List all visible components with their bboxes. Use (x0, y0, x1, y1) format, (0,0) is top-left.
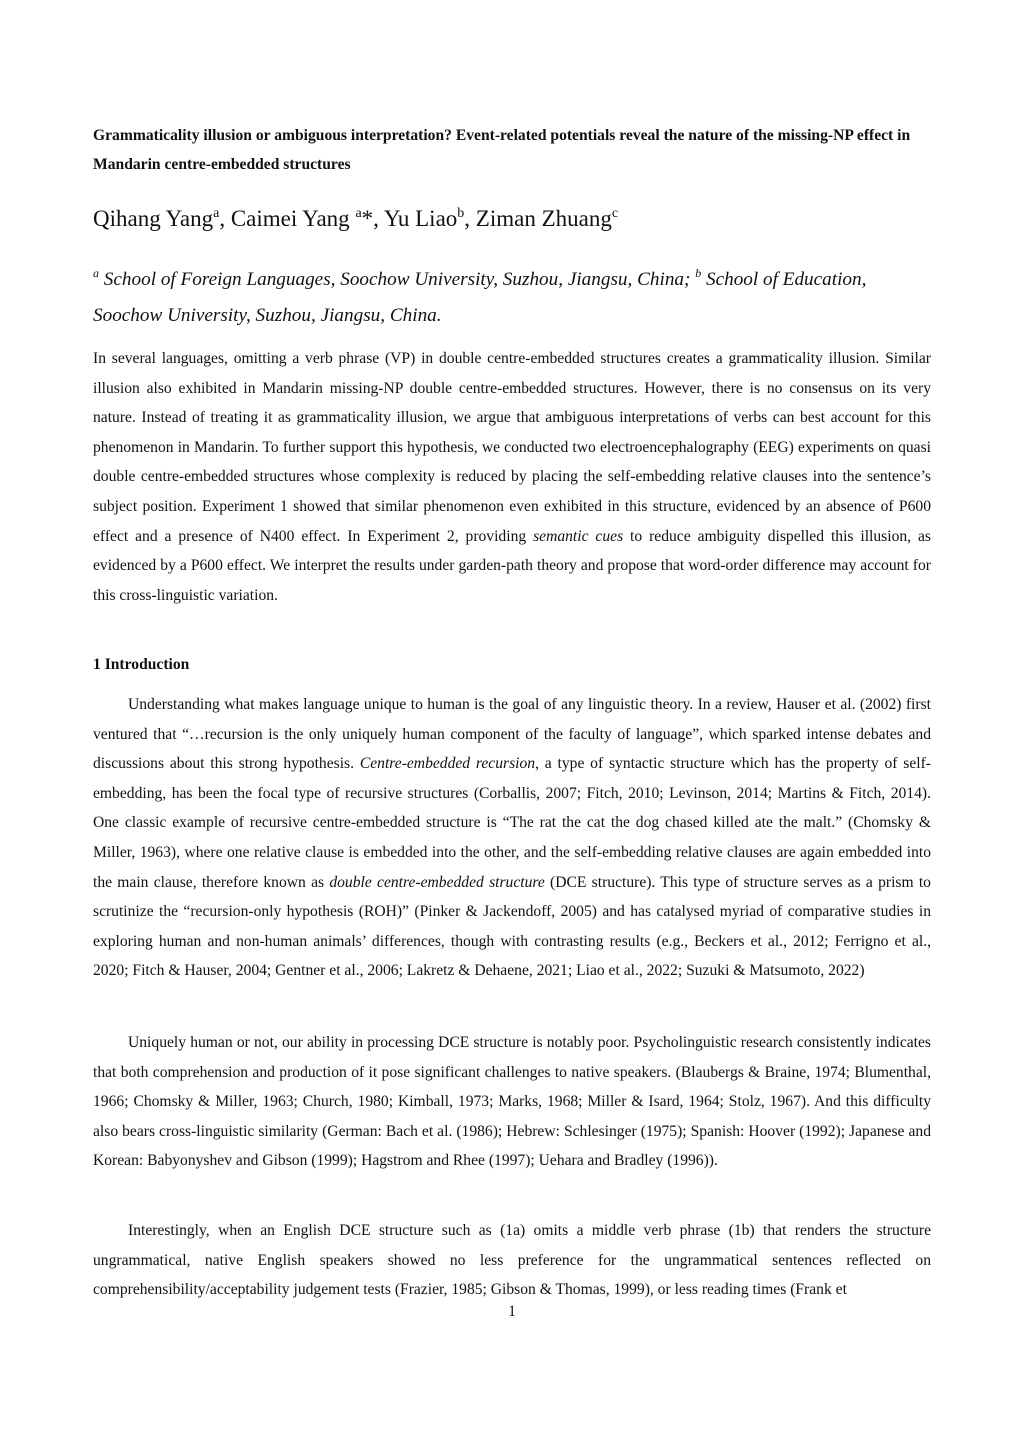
author-affil-mark: b (457, 206, 465, 221)
author-affil-mark: a (355, 206, 362, 221)
corresponding-mark: * (361, 206, 374, 231)
author-name: Yu Liao (383, 206, 458, 231)
author-name: Caimei Yang (230, 206, 356, 231)
affil-mark-a: a (93, 266, 99, 280)
abstract: In several languages, omitting a verb phrase (VP) in double centre-embedded structures creates a grammaticality illusion. Similar illusion also exhibited in Mandarin missing-NP double centre-embedded structures. However, there is no consensus on its very nature. Instead of treating it as grammaticality illusion, we argue that ambiguous interpretations of verbs can best account for this phenomenon in Mandarin. To further support this hypothesis, we conducted two electroencephalography (EEG) experiments on quasi double centre-embedded structures whose complexity is reduced by placing the self-embedding relative clauses into the sentence’s subject position. Experiment 1 showed that similar phenomenon even exhibited in this structure, evidenced by an absence of P600 effect and a presence of N400 effect. In Experiment 2, providing semantic cues to reduce ambiguity dispelled this illusion, as evidenced by a P600 effect. We interpret the results under garden-path theory and propose that word-order difference may account for this cross-linguistic variation. (93, 350, 931, 604)
author-affil-mark: a (213, 206, 220, 221)
author-list: Qihang Yang$^a$, Caimei Yang $^a$*, Yu Liao$^b$, Ziman Zhuang$^c$ (93, 206, 619, 231)
author-affil-mark: c (611, 206, 619, 221)
emphasis-term: double centre-embedded structure (329, 873, 545, 891)
body-paragraph-2: Uniquely human or not, our ability in processing DCE structure is notably poor. Psycholinguistic research consistently indicates that both comprehension and production of it pose significant challenges to native speakers. (Blaubergs & Braine, 1974; Blumenthal, 1966; Chomsky & Miller, 1963; Church, 1980; Kimball, 1973; Marks, 1968; Miller & Isard, 1964; Stolz, 1967). And this difficulty also bears cross-linguistic similarity (German: Bach et al. (1986); Hebrew: Schlesinger (1975); Spanish: Hoover (1992); Japanese and Korean: Babyonyshev and Gibson (1999); Hagstrom and Rhee (1997); Uehara and Bradley (1996)). (93, 1034, 931, 1170)
section-heading: 1 Introduction (93, 656, 190, 673)
body-paragraph-1: Understanding what makes language unique to human is the goal of any linguistic theory. In a review, Hauser et al. (2002) first ventured that “…recursion is the only uniquely human component of the faculty of language”, which sparked intense debates and discussions about this strong hypothesis. Centre-embedded recursion, a type of syntactic structure which has the property of self-embedding, has been the focal type of recursive structures (Corballis, 2007; Fitch, 2010; Levinson, 2014; Martins & Fitch, 2014). One classic example of recursive centre-embedded structure is “The rat the cat the dog chased killed ate the malt.” (Chomsky & Miller, 1963), where one relative clause is embedded into the other, and the self-embedding relative clauses are again embedded into the main clause, therefore known as double centre-embedded structure (DCE structure). This type of structure serves as a prism to scrutinize the “recursion-only hypothesis (ROH)” (Pinker & Jackendoff, 2005) and has catalysed myriad of comparative studies in exploring human and non-human animals’ differences, though with contrasting results (e.g., Beckers et al., 2012; Ferrigno et al., 2020; Fitch & Hauser, 2004; Gentner et al., 2006; Lakretz & Dehaene, 2021; Liao et al., 2022; Suzuki & Matsumoto, 2022) (93, 696, 932, 980)
author-name: Ziman Zhuang (475, 206, 612, 231)
body-paragraph-3: Interestingly, when an English DCE structure such as (1a) omits a middle verb phrase (1b) that renders the structure ungrammatical, native English speakers showed no less preference for the ungrammatical sentences reflected on comprehensibility/acceptability judgement tests (Frazier, 1985; Gibson & Thomas, 1999), or less reading times (Frank et (93, 1222, 931, 1299)
paper-title: Grammaticality illusion or ambiguous interpretation? Event-related potentials reveal the nature of the missing-NP effect in Mandarin centre-embedded structures (93, 127, 911, 173)
affiliations (93, 262, 931, 334)
affil-a-text: School of Foreign Languages, Soochow University, Suzhou, Jiangsu, China; (99, 269, 696, 290)
affil-mark-b: b (695, 266, 702, 280)
emphasis-term: Centre-embedded recursion (359, 755, 536, 773)
page-number: 1 (508, 1303, 516, 1320)
affil-b-text: School of Education, Soochow University, Suzhou, Jiangsu, China. (93, 269, 867, 326)
emphasis-semantic-cues: semantic cues (533, 527, 624, 545)
author-name: Qihang Yang (93, 206, 214, 231)
